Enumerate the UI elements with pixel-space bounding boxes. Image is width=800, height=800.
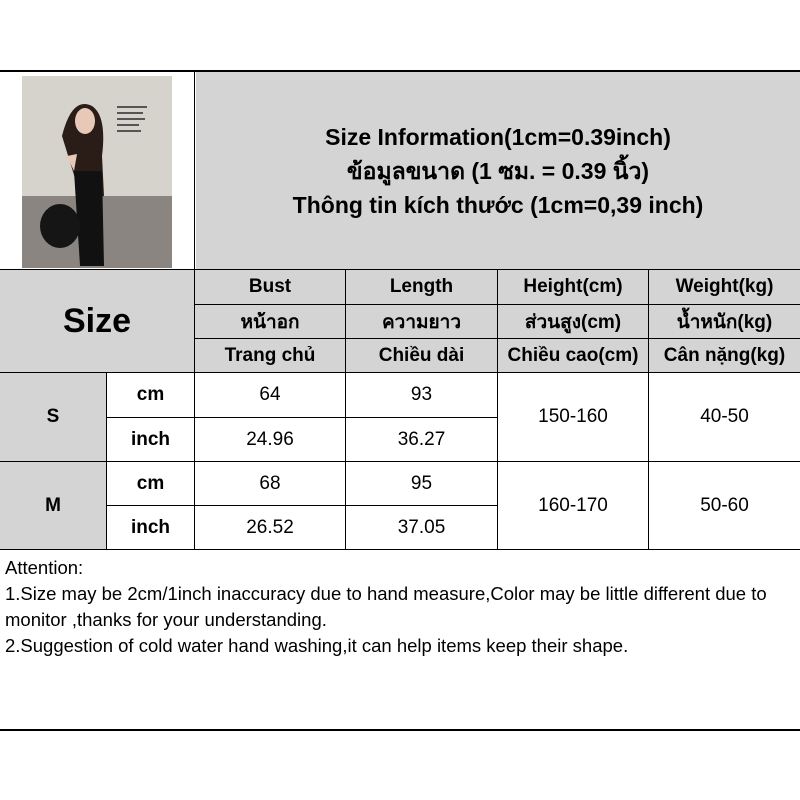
size-m-weight: 50-60	[700, 494, 749, 516]
size-s-height: 150-160	[538, 406, 608, 427]
size-s-label: S	[46, 406, 60, 427]
size-m-height: 160-170	[538, 494, 608, 516]
col-height-vi: Chiều cao(cm)	[507, 344, 639, 366]
size-m-label: M	[45, 494, 61, 516]
attention-notes	[5, 555, 795, 659]
col-height-en: Height(cm)	[523, 276, 623, 297]
size-s-unit-inch: inch	[130, 428, 171, 450]
product-photo	[22, 76, 172, 268]
size-m-unit-inch: inch	[130, 516, 171, 538]
col-bust-vi: Trang chủ	[224, 344, 316, 366]
col-length-en: Length	[389, 276, 454, 297]
size-s-length-cm: 93	[410, 384, 433, 405]
title-english: Size Information(1cm=0.39inch)	[325, 123, 671, 150]
size-s-weight: 40-50	[700, 406, 749, 427]
col-length-th: ความยาว	[381, 311, 462, 333]
size-m-length-cm: 95	[410, 472, 433, 494]
size-s-bust-inch: 24.96	[246, 428, 294, 450]
size-m-bust-inch: 26.52	[246, 516, 294, 538]
size-m-bust-cm: 68	[259, 472, 281, 494]
title-vietnamese: Thông tin kích thước (1cm=0,39 inch)	[292, 191, 704, 218]
attention-line-2: 2.Suggestion of cold water hand washing,it can help items keep their shape.	[5, 635, 629, 656]
attention-line-1: 1.Size may be 2cm/1inch inaccuracy due to hand measure,Color may be little different due to monitor ,thanks for your understanding.	[5, 583, 767, 630]
size-header: Size	[62, 301, 132, 340]
col-bust-th: หน้าอก	[240, 311, 300, 333]
size-m-unit-cm: cm	[136, 472, 165, 494]
col-weight-th: น้ำหนัก(kg)	[676, 311, 773, 333]
col-height-th: ส่วนสูง(cm)	[524, 311, 622, 333]
col-bust-en: Bust	[248, 276, 292, 297]
size-s-unit-cm: cm	[136, 384, 165, 405]
size-s-length-inch: 36.27	[397, 428, 446, 450]
col-weight-en: Weight(kg)	[675, 276, 774, 297]
col-length-vi: Chiều dài	[378, 344, 465, 366]
size-chart	[0, 70, 800, 731]
attention-heading: Attention:	[5, 557, 84, 578]
size-m-length-inch: 37.05	[397, 516, 446, 538]
title-thai: ข้อมูลขนาด (1 ซม. = 0.39 นิ้ว)	[346, 157, 650, 184]
size-s-bust-cm: 64	[259, 384, 281, 405]
title-block	[196, 72, 800, 269]
col-weight-vi: Cân nặng(kg)	[663, 344, 786, 366]
